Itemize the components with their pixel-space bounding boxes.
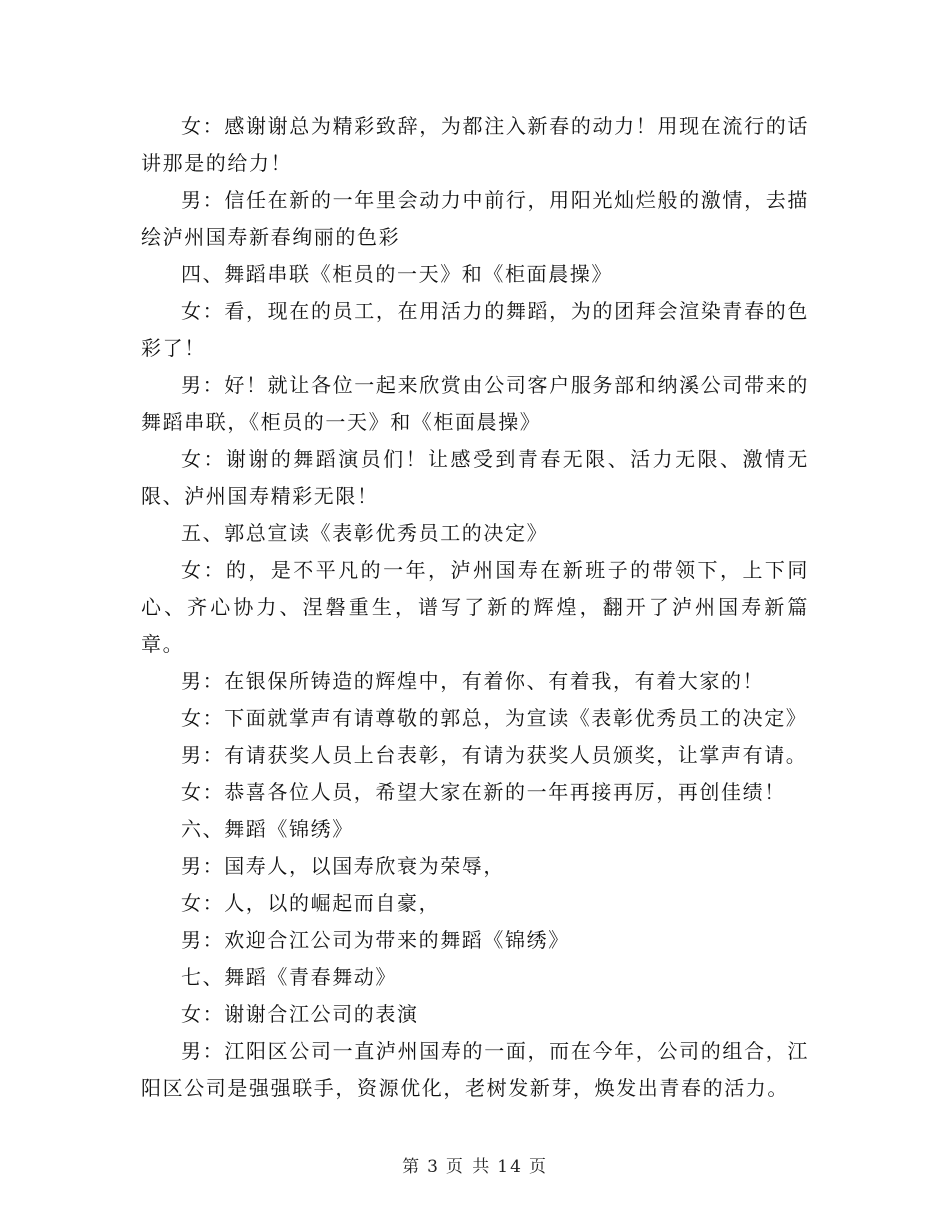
paragraph-10: 女：下面就掌声有请尊敬的郭总，为宣读《表彰优秀员工的决定》 [181, 706, 808, 730]
paragraph-4: 女：看，现在的员工，在用活力的舞蹈，为的团拜会渲染青春的色彩了！ [141, 299, 809, 360]
paragraph-1: 女：感谢谢总为精彩致辞，为都注入新春的动力！用现在流行的话讲那是的给力！ [141, 114, 809, 175]
paragraph-15: 女：人，以的崛起而自豪， [181, 891, 441, 915]
paragraph-11: 男：有请获奖人员上台表彰，有请为获奖人员颁奖，让掌声有请。 [181, 743, 808, 767]
footer-middle: 页 共 [445, 1157, 492, 1177]
paragraph-16: 男：欢迎合江公司为带来的舞蹈《锦绣》 [181, 928, 570, 952]
paragraph-19: 男：江阳区公司一直泸州国寿的一面，而在今年，公司的组合，江阳区公司是强强联手，资源优化，老树发新芽，焕发出青春的活力。 [141, 1039, 809, 1100]
paragraph-14: 男：国寿人，以国寿欣衰为荣辱， [181, 854, 505, 878]
section-heading-5: 五、郭总宣读《表彰优秀员工的决定》 [181, 521, 549, 545]
page-footer [0, 1152, 950, 1177]
footer-prefix: 第 [402, 1157, 422, 1177]
section-heading-6: 六、舞蹈《锦绣》 [181, 817, 354, 841]
section-heading-7: 七、舞蹈《青春舞动》 [181, 965, 397, 989]
footer-total-pages: 14 [497, 1157, 523, 1177]
paragraph-5: 男：好！就让各位一起来欣赏由公司客户服务部和纳溪公司带来的舞蹈串联，《柜员的一天》和《柜面晨操》 [141, 373, 809, 434]
paragraph-18: 女：谢谢合江公司的表演 [181, 1002, 419, 1026]
paragraph-8: 女：的，是不平凡的一年，泸州国寿在新班子的带领下，上下同心、齐心协力、涅磐重生，谱写了新的辉煌，翻开了泸州国寿新篇章。 [141, 558, 809, 656]
section-heading-4: 四、舞蹈串联《柜员的一天》和《柜面晨操》 [181, 262, 613, 286]
footer-suffix: 页 [528, 1157, 548, 1177]
paragraph-9: 男：在银保所铸造的辉煌中，有着你、有着我，有着大家的！ [181, 669, 765, 693]
paragraph-12: 女：恭喜各位人员，希望大家在新的一年再接再厉，再创佳绩！ [181, 780, 786, 804]
paragraph-2: 男：信任在新的一年里会动力中前行，用阳光灿烂般的激情，去描绘泸州国寿新春绚丽的色彩 [141, 188, 809, 249]
paragraph-6: 女：谢谢的舞蹈演员们！让感受到青春无限、活力无限、激情无限、泸州国寿精彩无限！ [141, 447, 809, 508]
document-body [141, 108, 809, 1107]
footer-current-page: 3 [427, 1157, 440, 1177]
